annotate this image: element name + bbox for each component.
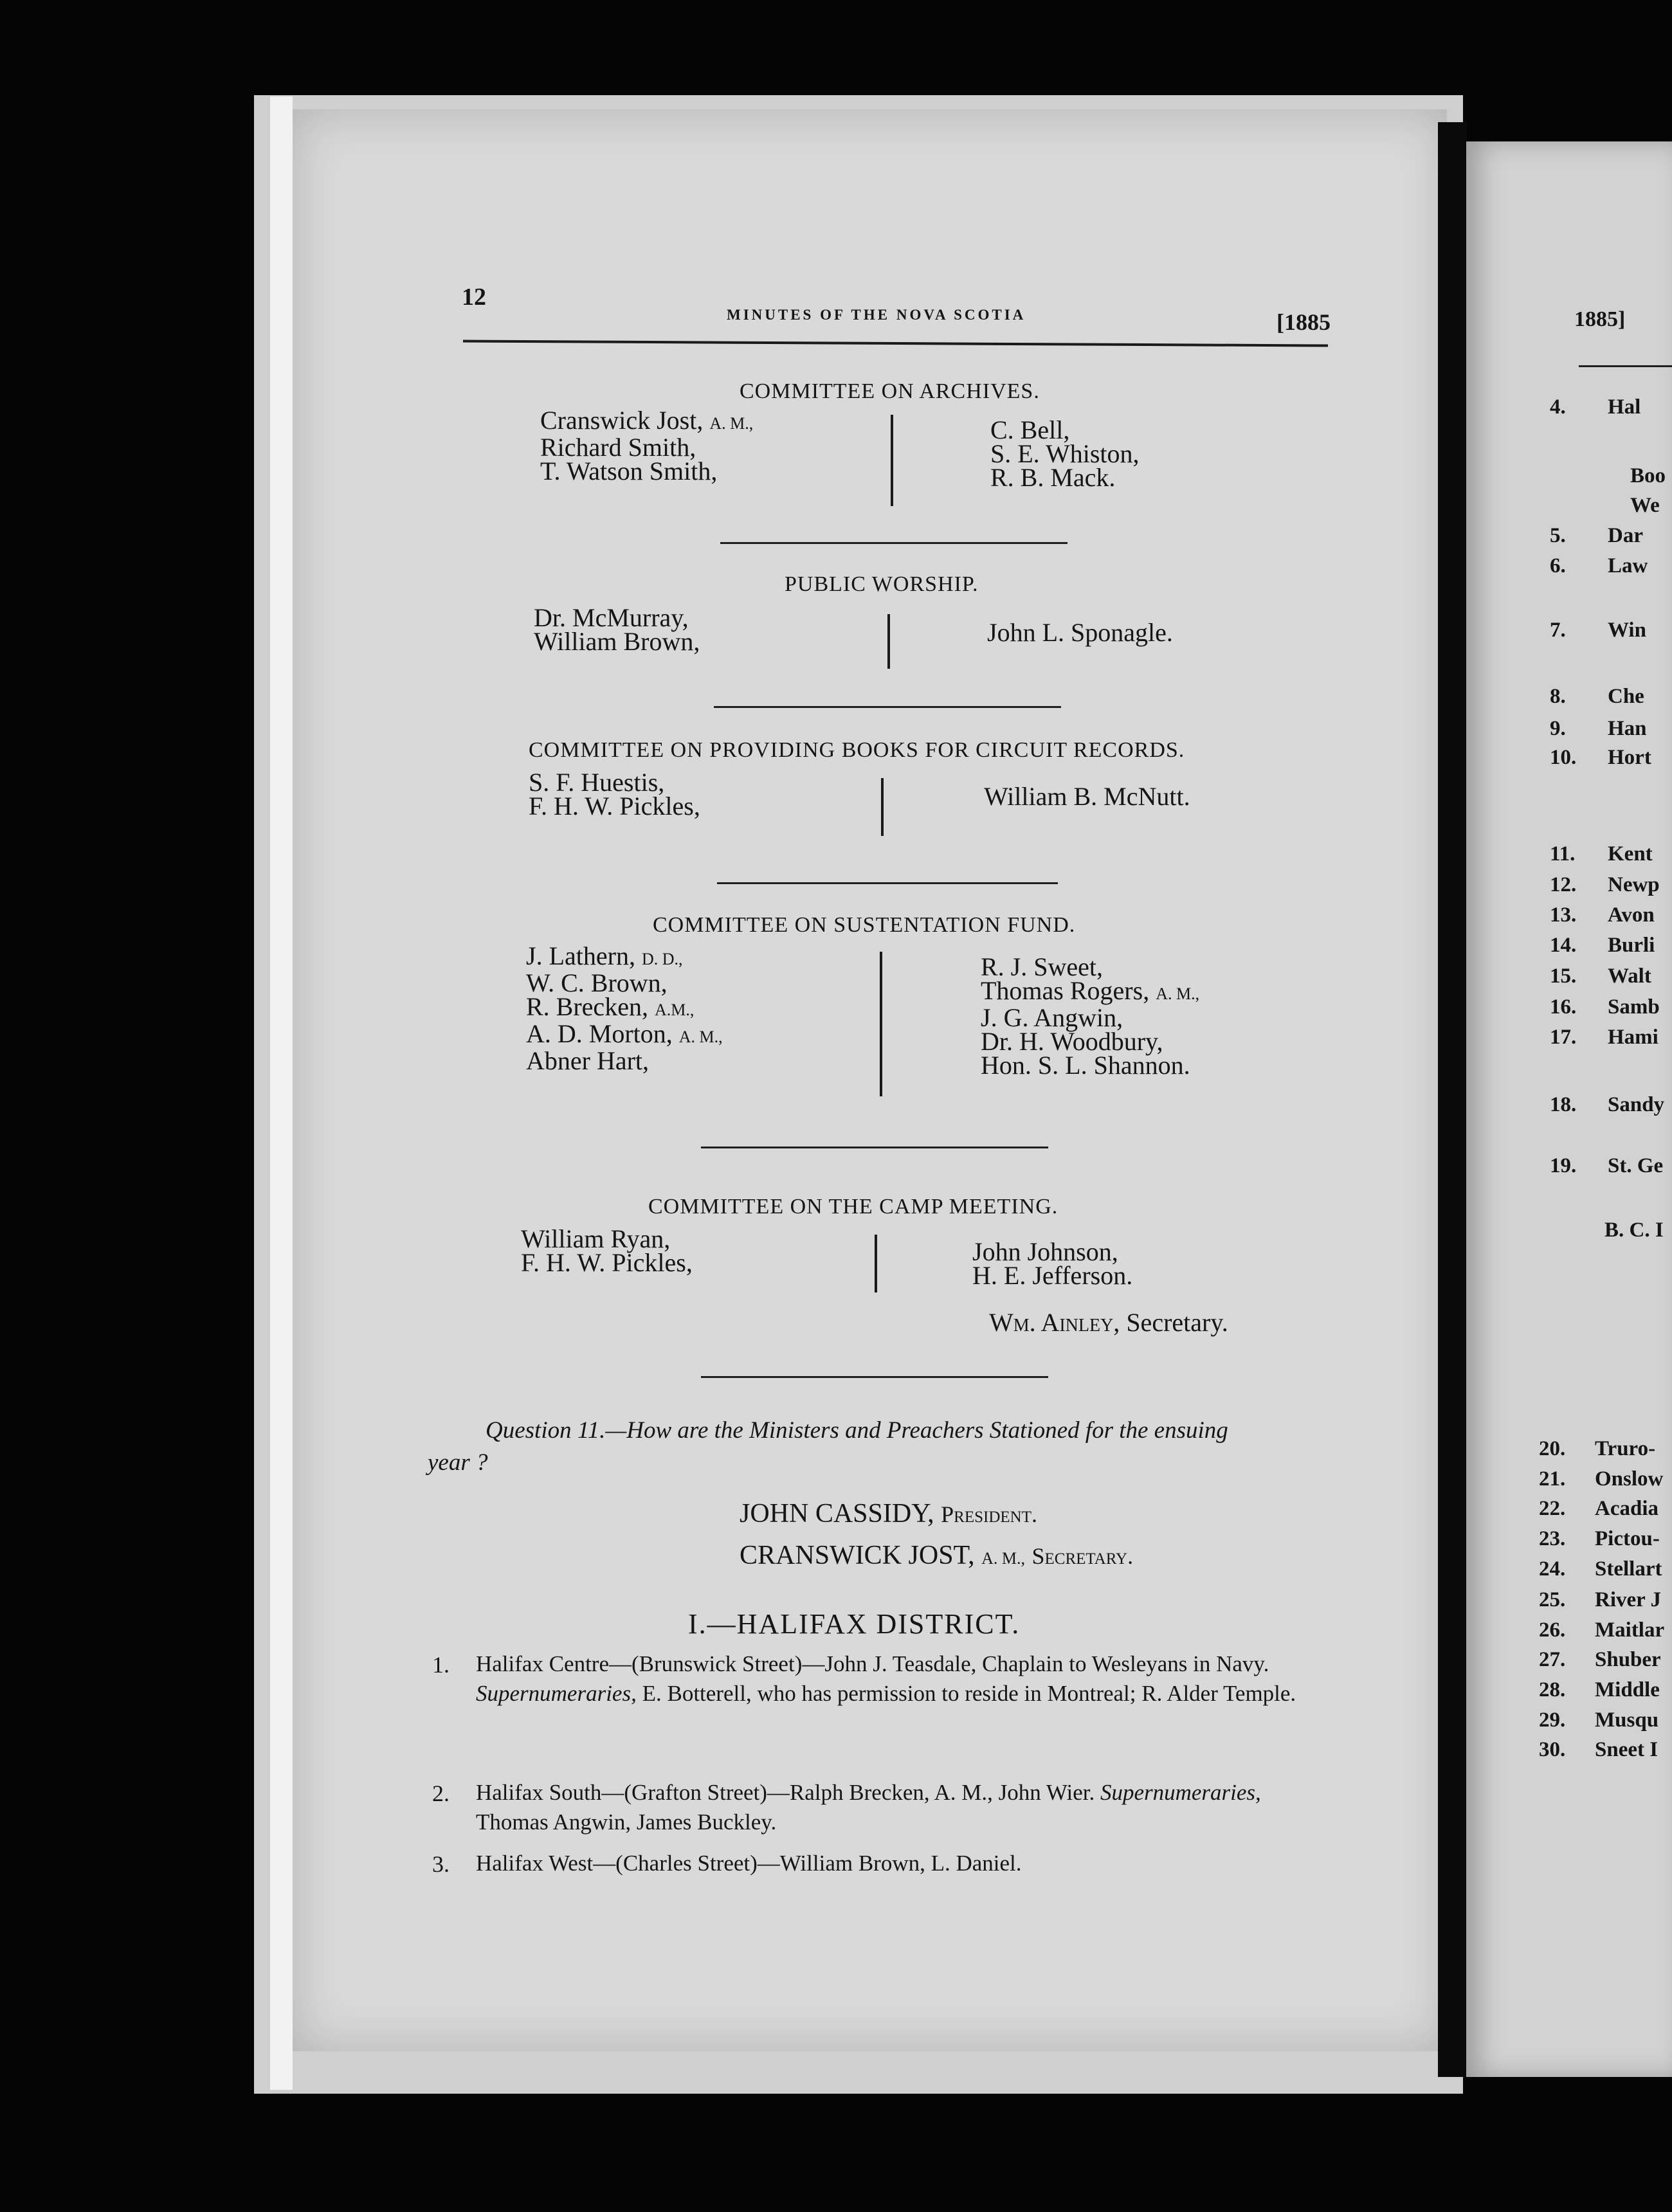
facing-item-number: 13. — [1550, 903, 1577, 927]
facing-item-number: 20. — [1539, 1437, 1566, 1460]
facing-item-number: 6. — [1550, 554, 1566, 577]
column-divider — [880, 952, 882, 1096]
facing-item-text: Win — [1608, 619, 1646, 642]
column-divider — [891, 415, 893, 506]
facing-item-number: 10. — [1550, 746, 1577, 769]
facing-item-text: Maitlar — [1595, 1618, 1665, 1642]
facing-item-text: Samb — [1608, 995, 1660, 1019]
facing-item-number: 9. — [1550, 717, 1566, 740]
member-name: William Ryan, — [521, 1224, 671, 1253]
section-divider — [717, 882, 1058, 884]
question-label: Question 11.— — [486, 1417, 627, 1444]
facing-item-text: Dar — [1608, 524, 1643, 547]
section-divider — [720, 542, 1068, 544]
facing-item-number: 27. — [1539, 1648, 1566, 1671]
member-name: A. D. Morton, A. M., — [526, 1019, 723, 1048]
facing-item-text: Boo — [1630, 464, 1666, 487]
facing-item-text: Truro- — [1595, 1437, 1656, 1460]
facing-item-text: Sandy — [1608, 1093, 1665, 1116]
facing-item-text: Acadia — [1595, 1497, 1658, 1520]
member-name: Dr. H. Woodbury, — [981, 1027, 1163, 1056]
facing-item-number: 24. — [1539, 1557, 1566, 1581]
section-divider — [701, 1376, 1048, 1378]
facing-item-text: Kent — [1608, 842, 1653, 866]
facing-item-text: Musqu — [1595, 1709, 1659, 1732]
facing-item-text: Onslow — [1595, 1467, 1664, 1491]
member-name: Dr. McMurray, — [534, 603, 689, 632]
column-divider — [881, 778, 884, 836]
section-title-camp-meeting: COMMITTEE ON THE CAMP MEETING. — [648, 1195, 1059, 1219]
member-name: Hon. S. L. Shannon. — [981, 1051, 1190, 1080]
member-name: W. C. Brown, — [526, 968, 668, 997]
station-entry: Halifax South—(Grafton Street)—Ralph Brecken, A. M., John Wier. Supernumeraries, Thomas Angwin, James Buckley. — [476, 1780, 1261, 1835]
question-11 — [428, 1415, 1264, 1479]
facing-item-number: 30. — [1539, 1738, 1566, 1761]
facing-item-text: B. C. I — [1604, 1219, 1664, 1242]
facing-item-text: Han — [1608, 717, 1647, 740]
member-name: Cranswick Jost, A. M., — [540, 406, 754, 435]
member-name: R. Brecken, A.M., — [526, 992, 695, 1021]
facing-item-number: 17. — [1550, 1026, 1577, 1049]
facing-item-number: 14. — [1550, 934, 1577, 957]
facing-item-text: Hort — [1608, 746, 1651, 769]
facing-item-text: St. Ge — [1608, 1154, 1664, 1177]
station-number: 2. — [432, 1781, 450, 1806]
facing-item-number: 4. — [1550, 395, 1566, 419]
facing-item-text: Shuber — [1595, 1648, 1661, 1671]
committee-left-column — [534, 603, 700, 656]
facing-item-text: Sneet I — [1595, 1738, 1658, 1761]
facing-item-text: Hami — [1608, 1026, 1658, 1049]
member-name: Abner Hart, — [526, 1046, 650, 1075]
committee-left-column — [526, 941, 723, 1075]
committee-right-column — [987, 618, 1173, 647]
facing-item-text: Pictou- — [1595, 1527, 1660, 1550]
section-title-public-worship: PUBLIC WORSHIP. — [785, 572, 979, 596]
section-title-archives: COMMITTEE ON ARCHIVES. — [740, 379, 1040, 403]
facing-header-rule — [1579, 365, 1672, 367]
facing-item-number: 26. — [1539, 1618, 1566, 1642]
member-name: T. Watson Smith, — [540, 457, 718, 485]
facing-item-number: 8. — [1550, 685, 1566, 708]
member-name: R. J. Sweet, — [981, 952, 1103, 981]
facing-item-text: Walt — [1608, 965, 1651, 988]
page-number: 12 — [462, 284, 486, 311]
facing-item-text: Avon — [1608, 903, 1655, 927]
member-name: F. H. W. Pickles, — [529, 792, 700, 820]
facing-item-number: 16. — [1550, 995, 1577, 1019]
facing-item-text: Newp — [1608, 873, 1660, 896]
facing-item-text: We — [1630, 494, 1660, 517]
member-name: Thomas Rogers, A. M., — [981, 976, 1200, 1005]
question-text: How are the Ministers and Preachers Stationed for the ensuing year ? — [428, 1417, 1228, 1476]
running-title: MINUTES OF THE NOVA SCOTIA — [727, 307, 1026, 323]
facing-item-text: Che — [1608, 685, 1644, 708]
member-name: R. B. Mack. — [990, 463, 1116, 492]
member-name: S. F. Huestis, — [529, 768, 665, 797]
facing-item-number: 15. — [1550, 965, 1577, 988]
station-number: 3. — [432, 1851, 450, 1877]
facing-item-text: Law — [1608, 554, 1648, 577]
facing-item-text: Hal — [1608, 395, 1641, 419]
column-divider — [875, 1235, 877, 1292]
facing-item-number: 7. — [1550, 619, 1566, 642]
facing-item-text: Middle — [1595, 1678, 1660, 1701]
facing-item-number: 21. — [1539, 1467, 1566, 1491]
facing-item-number: 18. — [1550, 1093, 1577, 1116]
facing-item-number: 29. — [1539, 1709, 1566, 1732]
facing-item-number: 12. — [1550, 873, 1577, 896]
facing-item-text: Burli — [1608, 934, 1655, 957]
column-divider — [887, 614, 890, 669]
member-name: F. H. W. Pickles, — [521, 1248, 693, 1277]
committee-left-column — [529, 770, 700, 818]
committee-right-column — [981, 952, 1200, 1080]
member-name: J. G. Angwin, — [981, 1003, 1123, 1032]
section-divider — [701, 1147, 1048, 1148]
station-entry: Halifax West—(Charles Street)—William Brown, L. Daniel. — [476, 1851, 1022, 1876]
committee-left-column — [521, 1224, 693, 1277]
station-entry: Halifax Centre—(Brunswick Street)—John J. Teasdale, Chaplain to Wesleyans in Navy. Supernumeraries, E. Botterell, who has permission to reside in Montreal; R. Alder Temple. — [476, 1651, 1296, 1706]
facing-item-text: River J — [1595, 1588, 1661, 1611]
committee-secretary: Wm. Ainley, Secretary. — [989, 1308, 1228, 1337]
section-divider — [714, 706, 1061, 708]
committee-right-column — [984, 782, 1190, 811]
facing-page-year: 1885] — [1574, 307, 1626, 331]
member-name: William B. McNutt. — [984, 782, 1190, 811]
member-name: Richard Smith, — [540, 433, 696, 462]
president-line: JOHN CASSIDY, President. — [740, 1499, 1037, 1528]
district-heading: I.—HALIFAX DISTRICT. — [688, 1608, 1021, 1640]
member-name: John Johnson, — [972, 1237, 1118, 1266]
member-name: J. Lathern, D. D., — [526, 941, 683, 970]
committee-right-column — [990, 415, 1140, 492]
member-name: John L. Sponagle. — [987, 618, 1173, 647]
member-name: William Brown, — [534, 627, 700, 656]
station-number: 1. — [432, 1652, 450, 1678]
committee-left-column — [540, 408, 753, 483]
facing-item-number: 11. — [1550, 842, 1576, 866]
facing-item-number: 5. — [1550, 524, 1566, 547]
section-title-sustentation-fund: COMMITTEE ON SUSTENTATION FUND. — [653, 913, 1076, 937]
member-name: S. E. Whiston, — [990, 439, 1140, 468]
header-year: [1885 — [1277, 309, 1331, 335]
facing-item-number: 25. — [1539, 1588, 1566, 1611]
member-name: H. E. Jefferson. — [972, 1261, 1133, 1290]
book-gutter — [1438, 122, 1467, 2077]
facing-item-number: 19. — [1550, 1154, 1577, 1177]
facing-item-text: Stellart — [1595, 1557, 1662, 1581]
facing-item-number: 28. — [1539, 1678, 1566, 1701]
section-title-circuit-records: COMMITTEE ON PROVIDING BOOKS FOR CIRCUIT RECORDS. — [529, 738, 1185, 762]
facing-item-number: 22. — [1539, 1497, 1566, 1520]
committee-right-column — [972, 1237, 1133, 1290]
member-name: C. Bell, — [990, 415, 1070, 444]
secretary-line: CRANSWICK JOST, A. M., Secretary. — [740, 1541, 1134, 1570]
facing-item-number: 23. — [1539, 1527, 1566, 1550]
